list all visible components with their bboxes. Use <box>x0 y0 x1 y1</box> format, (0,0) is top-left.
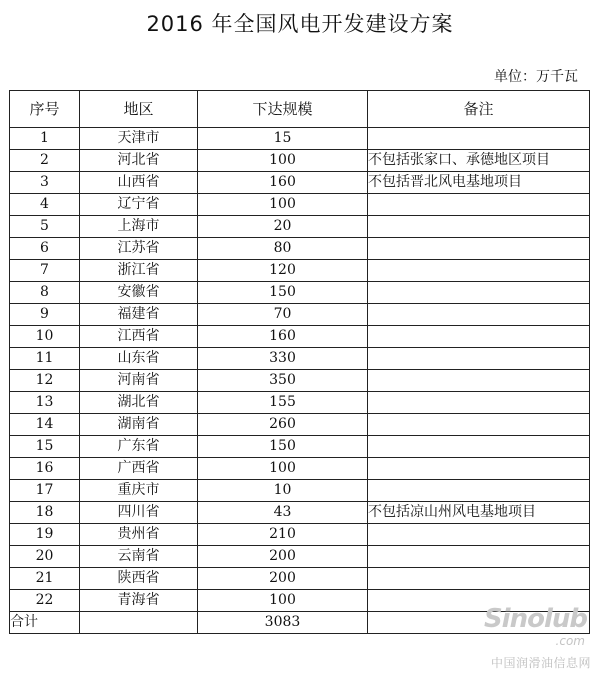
cell-scale: 260 <box>198 414 368 436</box>
table-row <box>10 458 590 480</box>
cell-region: 江西省 <box>80 326 198 348</box>
cell-scale: 150 <box>198 436 368 458</box>
header-note: 备注 <box>368 91 590 128</box>
cell-note <box>368 238 590 260</box>
cell-index: 15 <box>10 436 80 458</box>
cell-region: 陕西省 <box>80 568 198 590</box>
table-row <box>10 392 590 414</box>
cell-index: 10 <box>10 326 80 348</box>
cell-index: 22 <box>10 590 80 612</box>
cell-region: 山西省 <box>80 172 198 194</box>
cell-note <box>368 260 590 282</box>
cell-scale: 15 <box>198 128 368 150</box>
cell-region: 山东省 <box>80 348 198 370</box>
cell-region: 湖南省 <box>80 414 198 436</box>
cell-region: 河南省 <box>80 370 198 392</box>
data-table <box>9 90 590 634</box>
cell-region: 上海市 <box>80 216 198 238</box>
cell-index: 18 <box>10 502 80 524</box>
table-row <box>10 524 590 546</box>
cell-scale: 120 <box>198 260 368 282</box>
cell-note <box>368 546 590 568</box>
cell-index: 20 <box>10 546 80 568</box>
cell-scale: 100 <box>198 458 368 480</box>
table-row <box>10 414 590 436</box>
cell-scale: 160 <box>198 172 368 194</box>
cell-region: 河北省 <box>80 150 198 172</box>
cell-region: 江苏省 <box>80 238 198 260</box>
watermark <box>450 604 595 676</box>
cell-scale: 100 <box>198 150 368 172</box>
cell-scale: 155 <box>198 392 368 414</box>
cell-scale: 100 <box>198 590 368 612</box>
cell-scale: 210 <box>198 524 368 546</box>
watermark-logo: Sinolub <box>483 604 587 634</box>
cell-index: 16 <box>10 458 80 480</box>
cell-scale: 10 <box>198 480 368 502</box>
table-row <box>10 260 590 282</box>
cell-note <box>368 304 590 326</box>
cell-note <box>368 392 590 414</box>
watermark-site-name: 中国润滑油信息网 <box>490 656 591 670</box>
table-row <box>10 172 590 194</box>
cell-scale: 200 <box>198 568 368 590</box>
cell-index: 9 <box>10 304 80 326</box>
cell-index: 4 <box>10 194 80 216</box>
table-row <box>10 282 590 304</box>
cell-note <box>368 128 590 150</box>
table-row <box>10 370 590 392</box>
table-header-row <box>10 91 590 128</box>
cell-note <box>368 282 590 304</box>
table-row <box>10 238 590 260</box>
cell-note <box>368 216 590 238</box>
cell-index: 13 <box>10 392 80 414</box>
cell-index: 2 <box>10 150 80 172</box>
cell-note <box>368 194 590 216</box>
unit-label: 单位：万千瓦 <box>494 69 578 85</box>
cell-index: 19 <box>10 524 80 546</box>
cell-index: 8 <box>10 282 80 304</box>
cell-region: 浙江省 <box>80 260 198 282</box>
table-row <box>10 568 590 590</box>
cell-index: 11 <box>10 348 80 370</box>
cell-region: 重庆市 <box>80 480 198 502</box>
cell-note <box>368 480 590 502</box>
header-region: 地区 <box>80 91 198 128</box>
cell-index: 21 <box>10 568 80 590</box>
cell-index: 17 <box>10 480 80 502</box>
table-row <box>10 304 590 326</box>
total-scale: 3083 <box>198 612 368 634</box>
cell-note <box>368 568 590 590</box>
cell-scale: 330 <box>198 348 368 370</box>
cell-region: 辽宁省 <box>80 194 198 216</box>
cell-scale: 160 <box>198 326 368 348</box>
table-row <box>10 348 590 370</box>
header-scale: 下达规模 <box>198 91 368 128</box>
cell-index: 3 <box>10 172 80 194</box>
cell-region: 青海省 <box>80 590 198 612</box>
cell-index: 6 <box>10 238 80 260</box>
cell-index: 1 <box>10 128 80 150</box>
table-row <box>10 436 590 458</box>
cell-scale: 100 <box>198 194 368 216</box>
cell-region: 天津市 <box>80 128 198 150</box>
cell-index: 12 <box>10 370 80 392</box>
table-row <box>10 480 590 502</box>
cell-scale: 43 <box>198 502 368 524</box>
table-body <box>10 128 590 634</box>
cell-region: 广东省 <box>80 436 198 458</box>
cell-region: 广西省 <box>80 458 198 480</box>
total-label: 合计 <box>10 612 80 634</box>
cell-note <box>368 414 590 436</box>
cell-note: 不包括张家口、承德地区项目 <box>368 150 590 172</box>
cell-index: 5 <box>10 216 80 238</box>
table-row <box>10 502 590 524</box>
table-row <box>10 150 590 172</box>
cell-note <box>368 370 590 392</box>
cell-note: 不包括晋北风电基地项目 <box>368 172 590 194</box>
cell-scale: 200 <box>198 546 368 568</box>
table-row <box>10 326 590 348</box>
cell-note <box>368 348 590 370</box>
cell-note <box>368 458 590 480</box>
cell-region: 安徽省 <box>80 282 198 304</box>
cell-scale: 350 <box>198 370 368 392</box>
cell-index: 7 <box>10 260 80 282</box>
table-row <box>10 128 590 150</box>
cell-region: 云南省 <box>80 546 198 568</box>
cell-note <box>368 436 590 458</box>
table-row <box>10 546 590 568</box>
cell-index: 14 <box>10 414 80 436</box>
table-row <box>10 216 590 238</box>
watermark-domain: .com <box>555 634 585 648</box>
cell-note <box>368 326 590 348</box>
table-row <box>10 194 590 216</box>
total-region <box>80 612 198 634</box>
cell-note: 不包括凉山州风电基地项目 <box>368 502 590 524</box>
cell-region: 湖北省 <box>80 392 198 414</box>
cell-scale: 70 <box>198 304 368 326</box>
cell-region: 福建省 <box>80 304 198 326</box>
cell-region: 四川省 <box>80 502 198 524</box>
page-title: 2016 年全国风电开发建设方案 <box>146 12 454 36</box>
cell-scale: 20 <box>198 216 368 238</box>
cell-note <box>368 524 590 546</box>
cell-scale: 80 <box>198 238 368 260</box>
cell-scale: 150 <box>198 282 368 304</box>
header-index: 序号 <box>10 91 80 128</box>
cell-region: 贵州省 <box>80 524 198 546</box>
